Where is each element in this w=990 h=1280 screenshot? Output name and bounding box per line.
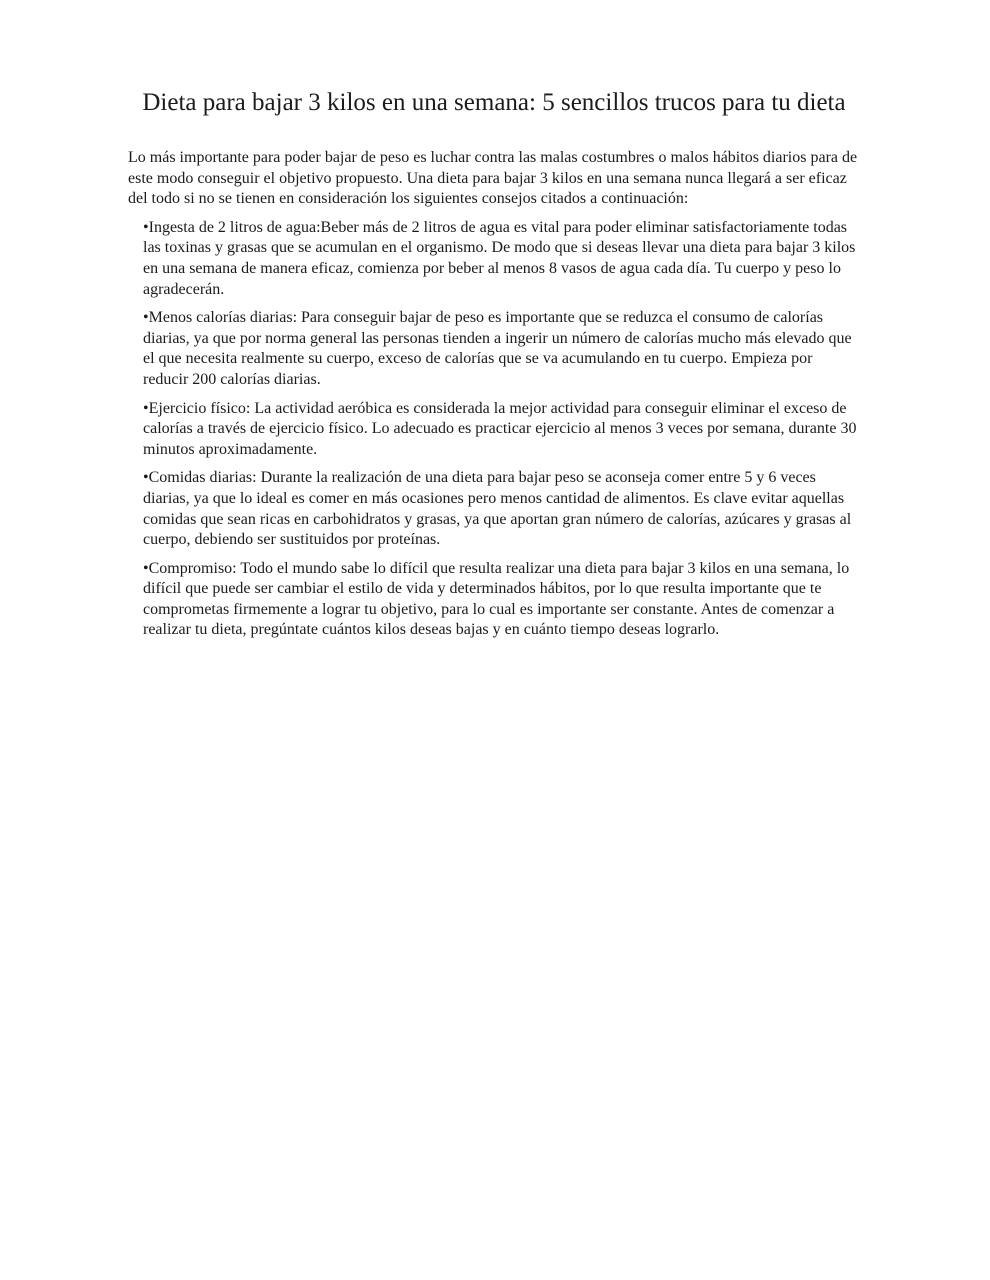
bullet-icon: • [143,469,149,487]
tips-list [128,218,860,641]
document-title: Dieta para bajar 3 kilos en una semana: 5 sencillos trucos para tu dieta [142,89,846,116]
list-item-text: Ingesta de 2 litros de agua:Beber más de 2 litros de agua es vital para poder eliminar satisfactoriamente todas las toxinas y grasas que se acumulan en el organismo. De modo que si deseas llevar una dieta para bajar 3 kilos en una semana de manera eficaz, comienza por beber al menos 8 vasos de agua cada día. Tu cuerpo y peso lo agradecerán. [143,218,856,298]
list-item-text: Menos calorías diarias: Para conseguir bajar de peso es importante que se reduzca el consumo de calorías diarias, ya que por norma general las personas tienden a ingerir un número de calorías mucho más elevado que el que necesita realmente su cuerpo, exceso de calorías que se va acumulando en tu cuerpo. Empieza por reducir 200 calorías diarias. [143,309,852,388]
list-item [143,399,860,461]
list-item-text: Ejercicio físico: La actividad aeróbica es considerada la mejor actividad para conseguir eliminar el exceso de calorías a través de ejercicio físico. Lo adecuado es practicar ejercicio al menos 3 veces por semana, durante 30 minutos aproximadamente. [143,399,857,458]
bullet-icon: • [143,309,149,327]
list-item [143,559,860,641]
list-item [143,308,860,390]
list-item [143,468,860,550]
bullet-icon: • [143,559,149,577]
list-item [143,218,860,300]
bullet-icon: • [143,399,149,417]
bullet-icon: • [143,218,149,236]
intro-paragraph: Lo más importante para poder bajar de peso es luchar contra las malas costumbres o malos hábitos diarios para de este modo conseguir el objetivo propuesto. Una dieta para bajar 3 kilos en una semana nunca llegará a ser eficaz del todo si no se tienen en consideración los siguientes consejos citados a continuación: [128,149,858,208]
list-item-text: Comidas diarias: Durante la realización de una dieta para bajar peso se aconseja comer entre 5 y 6 veces diarias, ya que lo ideal es comer en más ocasiones pero menos cantidad de alimentos. Es clave evitar aquellas comidas que sean ricas en carbohidratos y grasas, ya que aportan gran número de calorías, azúcares y grasas al cuerpo, debiendo ser sustituidos por proteínas. [143,469,852,549]
list-item-text: Compromiso: Todo el mundo sabe lo difícil que resulta realizar una dieta para bajar 3 kilos en una semana, lo difícil que puede ser cambiar el estilo de vida y determinados hábitos, por lo que resulta importante que te comprometas firmemente a lograr tu objetivo, para lo cual es importante ser constante. Antes de comenzar a realizar tu dieta, pregúntate cuántos kilos deseas bajas y en cuánto tiempo deseas lograrlo. [143,559,850,639]
